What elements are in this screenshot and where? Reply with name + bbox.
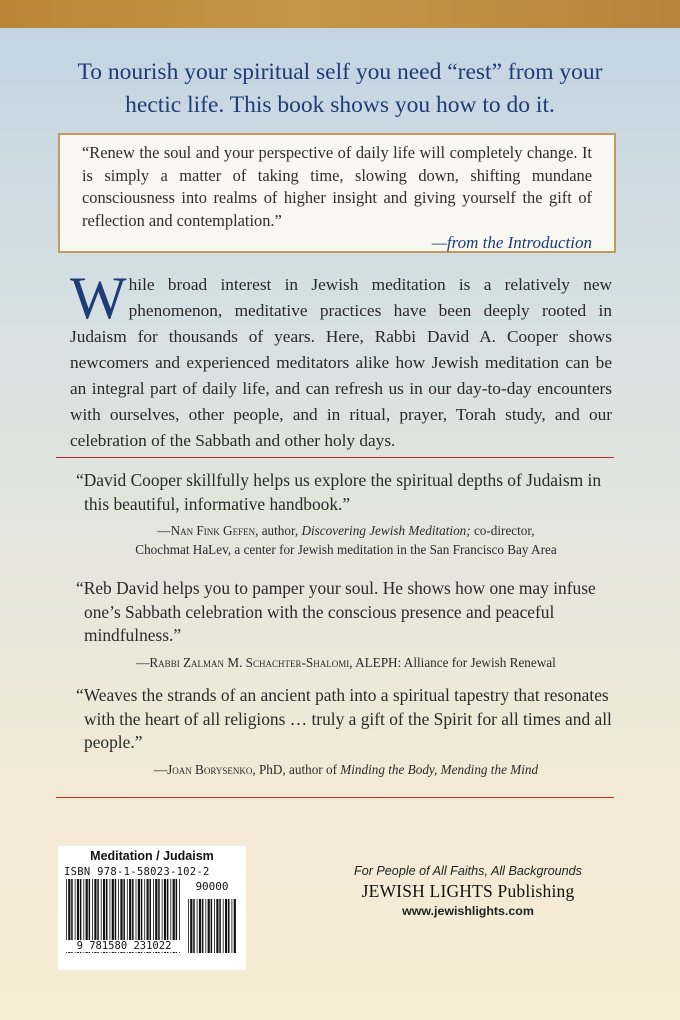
barcode-bar: [216, 899, 218, 953]
barcode-bar: [199, 899, 201, 953]
description: [70, 265, 612, 454]
attribution-text: , PhD, author of: [252, 761, 341, 777]
ean-digits: 9 781580 231022: [66, 940, 182, 952]
endorsement-attribution: [76, 760, 616, 779]
publisher-name: JEWISH LIGHTS Publishing: [361, 881, 575, 901]
intro-quote-box: [58, 133, 616, 253]
endorsement-2: [76, 577, 616, 672]
barcode-bar: [223, 899, 224, 953]
addon-barcode-bars: [188, 899, 236, 953]
addon-number: 90000: [195, 880, 229, 893]
barcode-bar: [193, 899, 195, 953]
barcode-bar: [234, 899, 236, 953]
endorsement-quote: “Weaves the strands of an ancient path into a spiritual tapestry that resonates with the heart of all religions … truly a gift of the Spirit for all times and all people.”: [76, 685, 612, 752]
barcode-box: [58, 846, 246, 970]
endorsement-3: [76, 684, 616, 779]
endorsement-quote: “David Cooper skillfully helps us explore the spiritual depths of Judaism in this beautiful, informative handbook.”: [76, 470, 602, 514]
intro-quote-source: —from the Introduction: [431, 233, 592, 253]
barcode: [64, 879, 240, 955]
barcode-bar: [202, 899, 204, 953]
barcode-bar: [197, 899, 198, 953]
endorsement-attribution: [76, 521, 616, 559]
headline: [30, 56, 650, 122]
barcode-bar: [232, 899, 233, 953]
endorsement-attribution: [76, 653, 616, 672]
endorsement-1: [76, 469, 616, 559]
barcode-bar: [205, 899, 206, 953]
endorser-name: —Joan Borysenko: [153, 761, 253, 777]
drop-cap: W: [70, 265, 127, 331]
attribution-text: , ALEPH: Alliance for Jewish Renewal: [349, 654, 556, 670]
isbn-text: ISBN 978-1-58023-102-2: [64, 866, 210, 878]
book-title: Discovering Jewish Meditation;: [301, 523, 471, 538]
barcode-bar: [211, 899, 213, 953]
description-text: hile broad interest in Jewish meditation is a relatively new phenomenon, meditative practices have been deeply rooted in Judaism for thousands of years. Here, Rabbi David A. Cooper shows newcomers and experienced meditators alike how Jewish meditation can be an integral part of daily life, and can refresh us in our day-to-day encounters with ourselves, other people, and in ritual, prayer, Torah study, and our celebration of the Sabbath and other holy days.: [70, 275, 612, 450]
barcode-bar: [188, 899, 189, 953]
endorser-name: —Rabbi Zalman M. Schachter-Shalomi: [136, 654, 350, 670]
headline-line-2: hectic life. This book shows you how to do it.: [125, 92, 555, 118]
attribution-text: , author,: [255, 523, 302, 538]
headline-line-1: To nourish your spiritual self you need “rest” from your: [77, 59, 603, 85]
divider-bottom: [56, 797, 614, 798]
attribution-line-2: Chochmat HaLev, a center for Jewish meditation in the San Francisco Bay Area: [135, 542, 557, 557]
attribution-text: co-director,: [470, 523, 535, 538]
publisher-block: [328, 864, 608, 918]
barcode-bar: [190, 899, 192, 953]
publisher-url: www.jewishlights.com: [402, 904, 534, 918]
barcode-bar: [208, 899, 210, 953]
barcode-bar: [219, 899, 221, 953]
category-label: Meditation / Judaism: [90, 849, 214, 863]
barcode-bar: [225, 899, 227, 953]
endorser-name: —Nan Fink Gefen: [157, 523, 256, 538]
intro-quote-text: “Renew the soul and your perspective of daily life will completely change. It is simply a matter of taking time, slowing down, shifting mundane consciousness into realms of higher insight and giving yourself the gift of reflection and contemplation.”: [82, 143, 592, 230]
publisher-tagline: For People of All Faiths, All Backgrounds: [354, 864, 582, 878]
divider-top: [56, 457, 614, 458]
endorsement-quote: “Reb David helps you to pamper your soul. He shows how one may infuse one’s Sabbath celebration with the conscious presence and peaceful mindfulness.”: [76, 578, 596, 645]
book-title: Minding the Body, Mending the Mind: [340, 761, 539, 777]
barcode-bar: [228, 899, 230, 953]
top-gold-band: [0, 0, 680, 28]
barcode-bar: [214, 899, 215, 953]
